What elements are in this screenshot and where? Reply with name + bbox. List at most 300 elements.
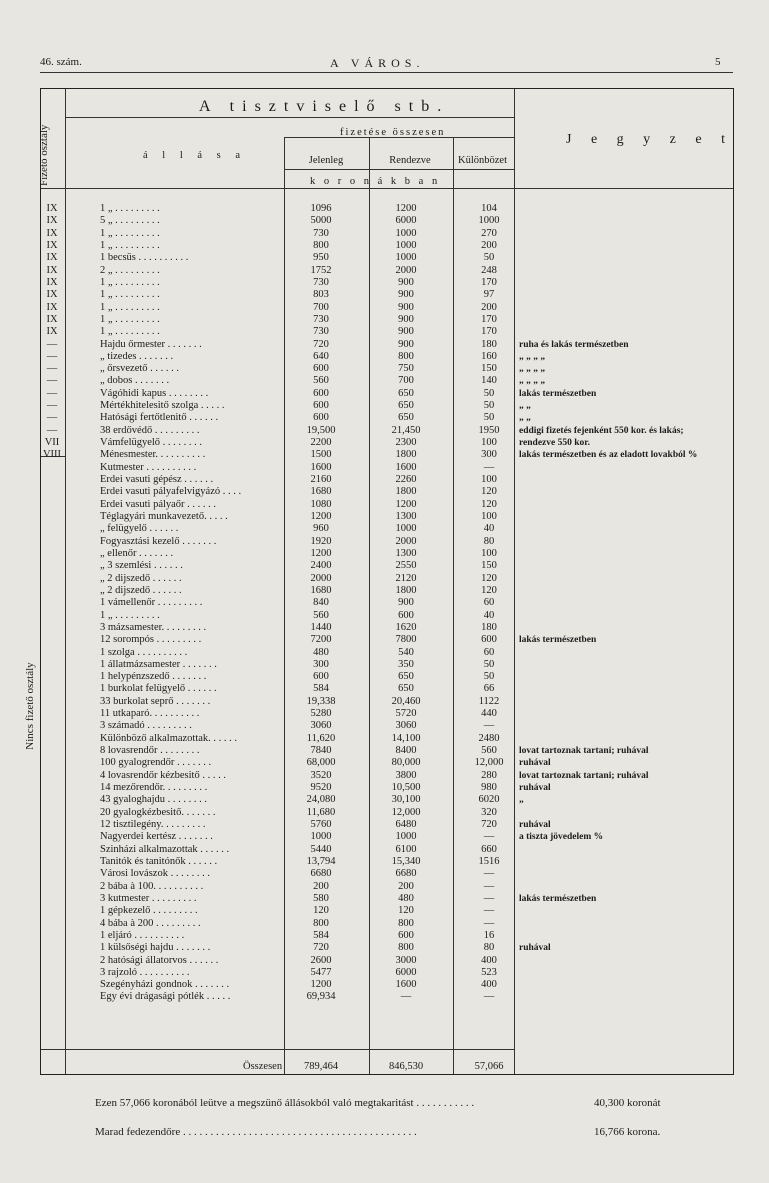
row-rendezve: 2000 (395, 535, 417, 547)
page-number-right: 5 (715, 56, 721, 68)
row-kulonbozet: 660 (481, 843, 497, 855)
row-kulonbozet: 80 (483, 535, 495, 547)
row-jelenleg: 1096 (310, 203, 332, 214)
table-row (40, 831, 734, 843)
row-description: 12 tisztilegény. . . . . . . . . (100, 819, 206, 830)
row-rendezve: 80,000 (391, 757, 421, 769)
row-kulonbozet: 1000 (478, 215, 500, 227)
row-class: IX (46, 276, 58, 288)
table-row (40, 265, 734, 277)
row-note: ruhával (519, 943, 551, 954)
row-kulonbozet: 170 (481, 276, 497, 288)
row-class: — (46, 424, 58, 436)
table-row (40, 659, 734, 671)
row-rendezve: 650 (398, 400, 414, 412)
row-description: 12 sorompós . . . . . . . . . (100, 634, 202, 646)
row-note: lovat tartoznak tartani; ruhával (519, 746, 649, 757)
row-description: 11 utkaparó. . . . . . . . . . (100, 708, 200, 720)
row-kulonbozet: 1122 (478, 695, 500, 707)
table-row (40, 868, 734, 880)
row-jelenleg: 5440 (310, 843, 332, 855)
row-description: 1 „ . . . . . . . . . (100, 301, 160, 313)
row-description: Erdei vasuti pályaőr . . . . . . (100, 498, 217, 510)
row-jelenleg: 1080 (310, 498, 332, 510)
row-jelenleg: 2200 (310, 437, 332, 449)
row-jelenleg: 950 (313, 252, 329, 264)
row-rendezve: 6680 (395, 868, 417, 880)
row-kulonbozet: 523 (481, 966, 497, 978)
row-kulonbozet: 600 (481, 634, 497, 646)
table-row (40, 203, 734, 215)
row-note: „ (519, 795, 524, 806)
row-rendezve: 1800 (395, 449, 417, 461)
row-description: 1 „ . . . . . . . . . (100, 276, 160, 288)
row-kulonbozet: 1516 (478, 855, 500, 867)
row-description: Hatósági fertőtlenitő . . . . . . (100, 412, 219, 424)
row-rendezve: 2260 (395, 474, 417, 486)
row-jelenleg: 600 (313, 387, 329, 399)
row-jelenleg: 730 (313, 227, 329, 239)
row-jelenleg: 730 (313, 276, 329, 288)
row-rendezve: 6000 (395, 966, 417, 978)
row-kulonbozet: 12,000 (474, 757, 504, 769)
row-jelenleg: 2600 (310, 954, 332, 966)
row-description: Ménesmester. . . . . . . . . . (100, 449, 206, 461)
row-description: 3 számadó . . . . . . . . . (100, 720, 192, 732)
col-rendezve: Rendezve (389, 155, 431, 166)
row-description: „ 3 szemlési . . . . . . (100, 560, 183, 572)
row-jelenleg: 5477 (310, 966, 332, 978)
row-rendezve: 1300 (395, 511, 417, 522)
row-jelenleg: 1680 (310, 486, 332, 498)
table-row (40, 302, 734, 314)
row-jelenleg: 300 (313, 658, 329, 670)
row-kulonbozet: 320 (481, 806, 497, 818)
table-row (40, 462, 734, 474)
row-jelenleg: 1500 (310, 449, 332, 461)
row-jelenleg: 803 (313, 289, 329, 301)
row-rendezve: 2550 (395, 560, 417, 572)
row-description: „ felügyelő . . . . . . (100, 523, 179, 535)
col-jelenleg: Jelenleg (308, 155, 344, 166)
table-row (40, 548, 734, 560)
row-jelenleg: 5280 (310, 708, 332, 720)
row-jelenleg: 720 (313, 338, 329, 350)
row-description: „ dobos . . . . . . . (100, 375, 170, 387)
row-rendezve: 900 (398, 597, 414, 609)
row-jelenleg: 11,620 (306, 732, 336, 744)
row-jelenleg: 1680 (310, 584, 332, 596)
row-rendezve: 900 (398, 301, 414, 313)
row-jelenleg: 2000 (310, 572, 332, 584)
row-kulonbozet: 100 (481, 437, 497, 449)
row-jelenleg: 720 (313, 942, 329, 954)
row-class: VII (44, 437, 60, 449)
table-row (40, 289, 734, 301)
row-rendezve: 21,450 (391, 424, 421, 436)
row-description: 43 gyaloghajdu . . . . . . . . (100, 794, 208, 806)
row-rendezve: 900 (398, 338, 414, 350)
row-jelenleg: 68,000 (306, 757, 336, 769)
row-note: „ „ (519, 401, 531, 412)
row-kulonbozet: 97 (483, 289, 495, 301)
row-note: „ „ (519, 413, 531, 424)
table-row (40, 893, 734, 905)
row-jelenleg: 9520 (310, 782, 332, 794)
row-rendezve: 1000 (395, 227, 417, 239)
row-rendezve: 650 (398, 683, 414, 695)
footer-line-2: Marad fedezendőre . . . . . . . . . . . . . . . . . . . . . . . . . . . . . . . . . . . . . . . . . . . (95, 1126, 417, 1138)
row-kulonbozet: 120 (481, 498, 497, 510)
row-note: ruhával (519, 820, 551, 830)
row-description: Erdei vasuti gépész . . . . . . (100, 474, 214, 486)
row-kulonbozet: — (483, 892, 495, 904)
table-row (40, 499, 734, 511)
table-row (40, 228, 734, 240)
row-class: — (46, 350, 58, 362)
row-kulonbozet: 150 (481, 363, 497, 375)
row-rendezve: 6480 (395, 819, 417, 830)
row-note: eddigi fizetés fejenként 550 kor. és lakás; (519, 425, 684, 436)
table-row (40, 536, 734, 548)
row-description: 2 bába à 100. . . . . . . . . . (100, 880, 204, 892)
table-row (40, 782, 734, 794)
row-description: 20 gyalogkézbesitő. . . . . . . (100, 806, 216, 818)
row-jelenleg: 1000 (310, 831, 332, 843)
row-jelenleg: 69,934 (306, 991, 336, 1003)
table-row (40, 819, 734, 831)
row-kulonbozet: 104 (481, 203, 497, 214)
table-row (40, 523, 734, 535)
footer-line-1: Ezen 57,066 koronából leütve a megszünő állásokból való megtakaritást . . . . . . . . . . . (95, 1097, 475, 1109)
row-kulonbozet: — (483, 720, 495, 732)
row-description: 1 szolga . . . . . . . . . . (100, 646, 188, 658)
row-description: Szinházi alkalmazottak . . . . . . (100, 843, 230, 855)
row-rendezve: 1000 (395, 252, 417, 264)
row-kulonbozet: — (483, 917, 495, 929)
row-jelenleg: 1200 (310, 979, 332, 991)
row-rendezve: 1620 (395, 621, 417, 633)
row-class: — (46, 375, 58, 387)
row-jelenleg: 2160 (310, 474, 332, 486)
row-jelenleg: 584 (313, 929, 329, 941)
row-description: 1 állatmázsamester . . . . . . . (100, 658, 217, 670)
table-row (40, 794, 734, 806)
nincs-fizeto-osztaly: Nincs fizető osztály (24, 662, 36, 750)
row-description: 1 becsüs . . . . . . . . . . (100, 252, 189, 264)
row-class: — (46, 387, 58, 399)
row-description: 8 lovasrendőr . . . . . . . . (100, 745, 200, 757)
table-row (40, 647, 734, 659)
jegyzet-header: J e g y z e t (566, 132, 733, 147)
row-description: 38 erdővédő . . . . . . . . . (100, 424, 200, 436)
row-class: IX (46, 264, 58, 276)
row-rendezve: 12,000 (391, 806, 421, 818)
row-note: ruha és lakás természetben (519, 339, 629, 350)
row-rendezve: 700 (398, 375, 414, 387)
row-jelenleg: 7840 (310, 745, 332, 757)
row-jelenleg: 600 (313, 363, 329, 375)
table-row (40, 610, 734, 622)
row-class: IX (46, 215, 58, 227)
row-jelenleg: 7200 (310, 634, 332, 646)
row-description: Hajdu őrmester . . . . . . . (100, 338, 202, 350)
table-row (40, 905, 734, 917)
row-kulonbozet: 720 (481, 819, 497, 830)
row-description: 4 bába à 200 . . . . . . . . . (100, 917, 201, 929)
footer-value-2: 16,766 korona. (594, 1126, 661, 1138)
table-row (40, 634, 734, 646)
table-row (40, 967, 734, 979)
row-jelenleg: 3060 (310, 720, 332, 732)
row-class: IX (46, 252, 58, 264)
row-note: „ „ „ „ (519, 364, 546, 375)
row-kulonbozet: 1950 (478, 424, 500, 436)
row-rendezve: 14,100 (391, 732, 421, 744)
row-class: IX (46, 301, 58, 313)
row-rendezve: 3060 (395, 720, 417, 732)
table-row (40, 400, 734, 412)
row-class: — (46, 400, 58, 412)
row-kulonbozet: 248 (481, 264, 497, 276)
row-rendezve: 600 (398, 929, 414, 941)
row-rendezve: 540 (398, 646, 414, 658)
row-description: 1 helypénzszedő . . . . . . . (100, 671, 207, 683)
row-jelenleg: 120 (313, 905, 329, 917)
row-jelenleg: 700 (313, 301, 329, 313)
row-note: ruhával (519, 758, 551, 769)
row-kulonbozet: 270 (481, 227, 497, 239)
table-row (40, 930, 734, 942)
row-jelenleg: 600 (313, 400, 329, 412)
row-kulonbozet: 50 (483, 387, 495, 399)
row-jelenleg: 13,794 (306, 855, 336, 867)
row-class: IX (46, 326, 58, 338)
row-kulonbozet: 180 (481, 621, 497, 633)
table-row (40, 425, 734, 437)
row-jelenleg: 5760 (310, 819, 332, 830)
row-kulonbozet: 100 (481, 547, 497, 559)
row-jelenleg: 24,080 (306, 794, 336, 806)
row-rendezve: 1600 (395, 461, 417, 473)
row-kulonbozet: 400 (481, 954, 497, 966)
row-description: 1 „ . . . . . . . . . (100, 203, 160, 214)
row-jelenleg: 560 (313, 609, 329, 621)
row-kulonbozet: 60 (483, 597, 495, 609)
row-kulonbozet: — (483, 831, 495, 843)
row-kulonbozet: 200 (481, 239, 497, 251)
row-description: „ őrsvezető . . . . . . (100, 363, 180, 375)
table-row (40, 573, 734, 585)
row-kulonbozet: — (483, 461, 495, 473)
row-class: — (46, 338, 58, 350)
row-description: 1 „ . . . . . . . . . (100, 313, 160, 325)
table-row (40, 585, 734, 597)
row-description: 1 „ . . . . . . . . . (100, 326, 160, 338)
row-class: IX (46, 239, 58, 251)
row-kulonbozet: 50 (483, 671, 495, 683)
row-rendezve: 2120 (395, 572, 417, 584)
row-description: 3 mázsamester. . . . . . . . . (100, 621, 207, 633)
row-jelenleg: 640 (313, 350, 329, 362)
row-description: 1 vámellenőr . . . . . . . . . (100, 597, 203, 609)
row-jelenleg: 1600 (310, 461, 332, 473)
row-kulonbozet: 50 (483, 658, 495, 670)
table-row (40, 314, 734, 326)
row-note: lakás természetben (519, 635, 597, 646)
row-rendezve: 1200 (395, 203, 417, 214)
table-row (40, 807, 734, 819)
row-description: 4 lovasrendőr kézbesitő . . . . . (100, 769, 226, 781)
row-description: 1 külsőségi hajdu . . . . . . . (100, 942, 211, 954)
row-rendezve: 3000 (395, 954, 417, 966)
row-jelenleg: 1440 (310, 621, 332, 633)
row-kulonbozet: 560 (481, 745, 497, 757)
row-class: IX (46, 313, 58, 325)
row-jelenleg: 560 (313, 375, 329, 387)
row-jelenleg: 960 (313, 523, 329, 535)
table-row (40, 326, 734, 338)
table-row (40, 339, 734, 351)
row-kulonbozet: 170 (481, 326, 497, 338)
table-row (40, 388, 734, 400)
table-row (40, 351, 734, 363)
row-kulonbozet: 180 (481, 338, 497, 350)
row-description: 2 hatósági állatorvos . . . . . . (100, 954, 219, 966)
row-jelenleg: 200 (313, 880, 329, 892)
row-kulonbozet: 120 (481, 572, 497, 584)
row-jelenleg: 800 (313, 239, 329, 251)
row-kulonbozet: — (483, 868, 495, 880)
units-header: k o r o n á k b a n (310, 176, 441, 187)
row-description: 2 „ . . . . . . . . . (100, 264, 160, 276)
table-row (40, 252, 734, 264)
row-description: Nagyerdei kertész . . . . . . . (100, 831, 213, 843)
fizetese-header: fizetése összesen (340, 127, 446, 138)
row-rendezve: 6100 (395, 843, 417, 855)
table-row (40, 412, 734, 424)
table-row (40, 486, 734, 498)
row-rendezve: 6000 (395, 215, 417, 227)
row-note: lakás természetben és az eladott lovakból % (519, 450, 698, 461)
row-kulonbozet: 66 (483, 683, 495, 695)
table-row (40, 671, 734, 683)
row-kulonbozet: 980 (481, 782, 497, 794)
row-jelenleg: 1200 (310, 547, 332, 559)
row-jelenleg: 480 (313, 646, 329, 658)
row-kulonbozet: 200 (481, 301, 497, 313)
row-rendezve: 900 (398, 276, 414, 288)
row-rendezve: 10,500 (391, 782, 421, 794)
row-description: 5 „ . . . . . . . . . (100, 215, 160, 227)
row-rendezve: 5720 (395, 708, 417, 720)
row-jelenleg: 2400 (310, 560, 332, 572)
row-rendezve: 1200 (395, 498, 417, 510)
row-description: Erdei vasuti pályafelvigyázó . . . . (100, 486, 242, 498)
row-note: lovat tartoznak tartani; ruhával (519, 770, 649, 781)
row-rendezve: 120 (398, 905, 414, 917)
row-description: 33 burkolat seprő . . . . . . . (100, 695, 211, 707)
row-kulonbozet: 50 (483, 400, 495, 412)
table-row (40, 955, 734, 967)
row-rendezve: 1000 (395, 831, 417, 843)
table-row (40, 215, 734, 227)
row-description: 100 gyalogrendőr . . . . . . . (100, 757, 212, 769)
row-jelenleg: 6680 (310, 868, 332, 880)
row-rendezve: 800 (398, 350, 414, 362)
footer-value-1: 40,300 koronát (594, 1097, 661, 1109)
row-jelenleg: 3520 (310, 769, 332, 781)
table-title: A tisztviselő stb. (199, 98, 450, 115)
table-row (40, 363, 734, 375)
row-rendezve: 30,100 (391, 794, 421, 806)
row-rendezve: 650 (398, 671, 414, 683)
row-jelenleg: 1752 (310, 264, 332, 276)
row-description: „ 2 dijszedő . . . . . . (100, 572, 182, 584)
table-row (40, 511, 734, 523)
row-description: 1 „ . . . . . . . . . (100, 239, 160, 251)
row-rendezve: 7800 (395, 634, 417, 646)
row-kulonbozet: 300 (481, 449, 497, 461)
table-row (40, 979, 734, 991)
table-row (40, 696, 734, 708)
row-kulonbozet: 140 (481, 375, 497, 387)
row-rendezve: 15,340 (391, 855, 421, 867)
table-row (40, 597, 734, 609)
row-rendezve: — (400, 991, 412, 1003)
table-row (40, 942, 734, 954)
table-row (40, 474, 734, 486)
row-kulonbozet: — (483, 991, 495, 1003)
table-row (40, 622, 734, 634)
row-description: 1 burkolat felügyelő . . . . . . (100, 683, 217, 695)
row-class: — (46, 412, 58, 424)
row-rendezve: 1800 (395, 486, 417, 498)
row-rendezve: 2300 (395, 437, 417, 449)
row-description: Kutmester . . . . . . . . . . (100, 461, 197, 473)
row-rendezve: 900 (398, 326, 414, 338)
row-description: Téglagyári munkavezető. . . . . (100, 511, 228, 522)
row-jelenleg: 19,338 (306, 695, 336, 707)
table-row (40, 757, 734, 769)
table-row (40, 449, 734, 461)
table-row (40, 881, 734, 893)
row-description: „ tizedes . . . . . . . (100, 350, 174, 362)
row-class: IX (46, 227, 58, 239)
table-row (40, 844, 734, 856)
row-kulonbozet: 50 (483, 252, 495, 264)
fizeto-osztaly-header: Fizető osztály (38, 124, 50, 186)
row-rendezve: 900 (398, 313, 414, 325)
row-description: Szegényházi gondnok . . . . . . . (100, 979, 230, 991)
row-jelenleg: 600 (313, 671, 329, 683)
row-kulonbozet: 50 (483, 412, 495, 424)
row-kulonbozet: — (483, 880, 495, 892)
row-kulonbozet: 6020 (478, 794, 500, 806)
row-jelenleg: 840 (313, 597, 329, 609)
total-jelenleg: 789,464 (303, 1061, 339, 1072)
table-row (40, 745, 734, 757)
row-kulonbozet: 280 (481, 769, 497, 781)
row-description: Egy évi drágasági pótlék . . . . . (100, 991, 231, 1003)
row-kulonbozet: 150 (481, 560, 497, 572)
page-number-left: 46. szám. (40, 56, 82, 68)
row-rendezve: 1800 (395, 584, 417, 596)
row-description: Városi lovászok . . . . . . . . (100, 868, 210, 880)
row-kulonbozet: 100 (481, 474, 497, 486)
row-kulonbozet: 160 (481, 350, 497, 362)
row-jelenleg: 1920 (310, 535, 332, 547)
